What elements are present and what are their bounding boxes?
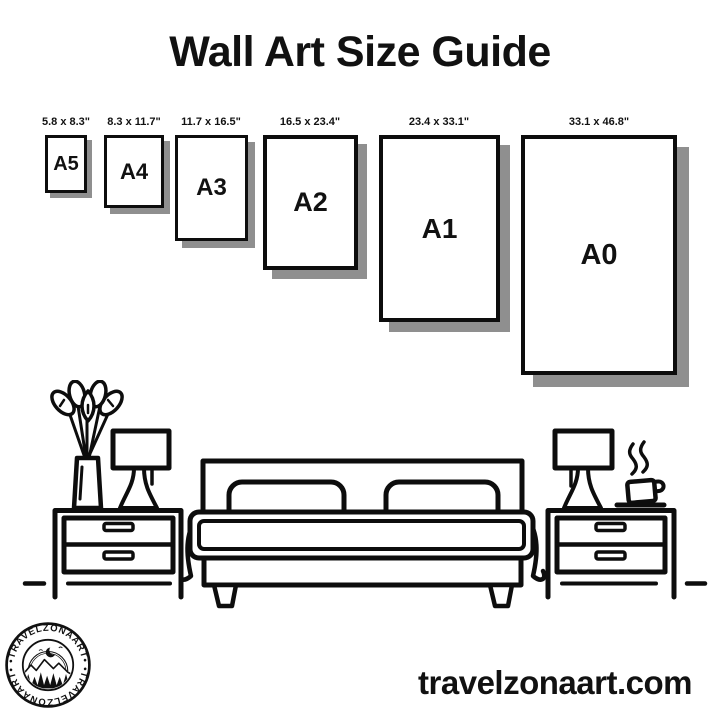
brand-badge-logo	[3, 620, 93, 710]
table-lamp-left-icon	[113, 431, 169, 508]
coffee-cup-icon	[617, 442, 665, 505]
paper-size-box-a2	[263, 135, 358, 270]
size-dimension-label: 11.7 x 16.5"	[181, 116, 241, 128]
bed-icon	[180, 461, 545, 606]
page-title: Wall Art Size Guide	[169, 28, 551, 76]
paper-size-code: A5	[53, 152, 79, 175]
paper-size-box-a0	[521, 135, 677, 375]
size-dimension-label: 8.3 x 11.7"	[107, 116, 161, 128]
paper-size-box-a4	[104, 135, 164, 208]
paper-size-code: A1	[421, 212, 458, 244]
table-lamp-right-icon	[555, 431, 612, 508]
paper-size-box-a5	[45, 135, 87, 193]
badge-text-top: •TRAVELZONAART•	[5, 622, 91, 664]
badge-text-bottom: •TRAVELZONAART•	[5, 666, 91, 708]
paper-size-code: A3	[196, 174, 227, 201]
paper-size-box-a1	[379, 135, 500, 322]
website-text: travelzonaart.com	[418, 664, 692, 701]
paper-size-code: A4	[119, 158, 149, 184]
size-dimension-label: 33.1 x 46.8"	[568, 116, 630, 128]
svg-text:•TRAVELZONAART•	[6, 623, 90, 664]
nightstand-left-icon	[25, 511, 181, 598]
paper-size-box-a3	[175, 135, 248, 241]
paper-size-code: A0	[580, 238, 618, 271]
size-dimension-label: 23.4 x 33.1"	[408, 116, 470, 128]
size-dimension-label: 16.5 x 23.4"	[279, 116, 341, 128]
size-dimension-label: 5.8 x 8.3"	[41, 116, 91, 128]
paper-size-code: A2	[293, 187, 328, 217]
bedroom-illustration	[0, 380, 720, 615]
nightstand-right-icon	[548, 511, 705, 598]
